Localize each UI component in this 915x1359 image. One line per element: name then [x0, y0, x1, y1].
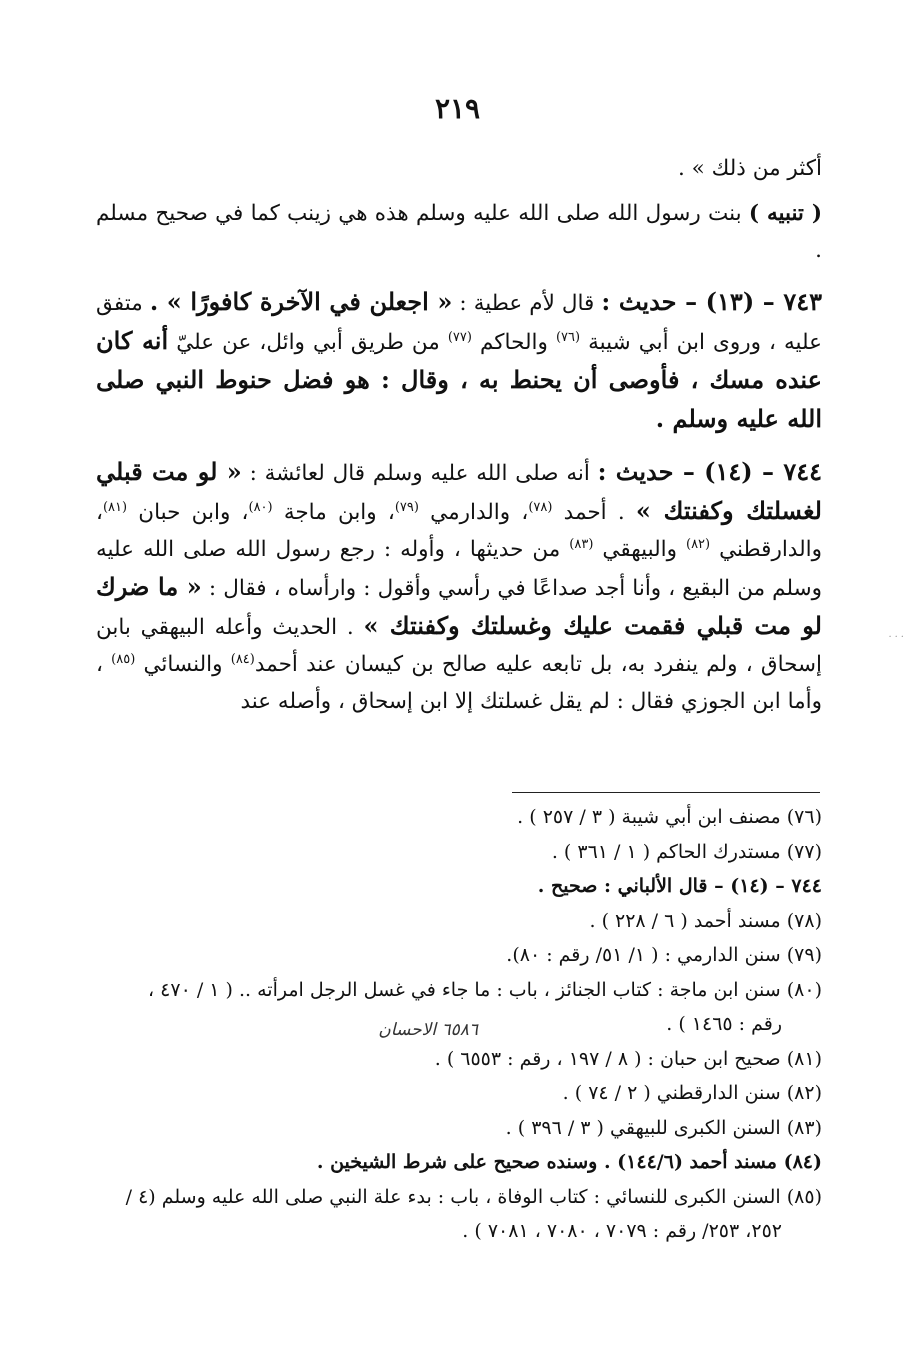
hadith-743: [96, 283, 822, 439]
handwritten-note: ٦٥٨٦ الاحسان: [378, 1020, 478, 1040]
hadith-744-text: والنسائي: [135, 652, 231, 677]
main-text: [96, 150, 822, 720]
hadith-744-text: . أحمد: [552, 500, 636, 525]
hadith-743-text: متفق عليه ، وروى ابن أبي شيبة: [96, 291, 822, 355]
footnote-ref-83: (٨٣): [569, 536, 594, 552]
footnote-85: (٨٥) السنن الكبرى للنسائي : كتاب الوفاة ، باب : بدء علة النبي صلى الله عليه وسلم (٤ /: [125, 1185, 822, 1208]
hadith-744-quote2: « ما ضرك لو مت قبلي فقمت عليك وغسلتك وكفنتك »: [96, 572, 822, 640]
hadith-743-number: ٧٤٣ – (١٣) – حديث :: [601, 287, 822, 316]
footnote-ref-77: (٧٧): [447, 329, 472, 345]
hadith-744: [96, 453, 822, 720]
footnote-78: (٧٨) مسند أحمد ( ٦ / ٢٢٨ ) .: [589, 909, 822, 932]
footnote-80: (٨٠) سنن ابن ماجة : كتاب الجنائز ، باب : ما جاء في غسل الرجل امرأته .. ( ١ / ٤٧٠ ،: [148, 978, 822, 1001]
hadith-744-text: من حديثها ، وأوله : رجع رسول الله صلى الله عليه وسلم من البقيع ، وأنا أجد صداعًا في رأسي وأقول : وارأساه ، فقال :: [96, 537, 822, 601]
footnote-ref-85: (٨٥): [111, 651, 136, 667]
page-number: ٢١٩: [434, 92, 481, 125]
footnote-ref-80: (٨٠): [248, 499, 273, 515]
hadith-743-bold-tail: أنه كان عنده مسك ، فأوصى أن يحنط به ، وقال : هو فضل حنوط النبي صلى الله عليه وسلم .: [96, 326, 822, 433]
hadith-743-quote: « اجعلن في الآخرة كافورًا » .: [149, 287, 453, 316]
footnote-80-continued: رقم : ١٤٦٥ ) .: [666, 1013, 782, 1035]
hadith-744-text: ، والدارقطني: [96, 500, 822, 562]
footnote-84: (٨٤) مسند أحمد (١٤٤/٦) . وسنده صحيح على شرط الشيخين .: [316, 1151, 822, 1173]
hadith-743-lead: قال لأم عطية :: [452, 291, 602, 316]
hadith-744-quote: « لو مت قبلي لغسلتك وكفنتك »: [96, 457, 822, 525]
footnote-ref-82: (٨٢): [686, 536, 711, 552]
footnote-82: (٨٢) سنن الدارقطني ( ٢ / ٧٤ ) .: [562, 1082, 822, 1104]
footnote-ref-76: (٧٦): [555, 329, 581, 345]
continuation-line: أكثر من ذلك » .: [677, 156, 822, 181]
footnote-76: (٧٦) مصنف ابن أبي شيبة ( ٣ / ٢٥٧ ) .: [517, 806, 822, 828]
note-label: ( تنبيه ): [748, 201, 822, 226]
hadith-744-text: ، وابن ماجة: [272, 500, 395, 525]
footnote-79: (٧٩) سنن الدارمي : ( ١/ ٥١/ رقم : ٨٠).: [506, 944, 822, 966]
footnote-85-continued: ٢٥٢، ٢٥٣/ رقم : ٧٠٧٩ ، ٧٠٨٠ ، ٧٠٨١ ) .: [462, 1220, 782, 1242]
hadith-744-text: ، والدارمي: [418, 500, 529, 525]
note-paragraph: [96, 195, 822, 269]
footnote-ref-78: (٧٨): [528, 499, 553, 515]
hadith-744-lead: أنه صلى الله عليه وسلم قال لعائشة :: [241, 461, 598, 486]
hadith-744-text: ، وابن حبان: [127, 500, 249, 525]
footnote-ref-84: (٨٤): [230, 651, 255, 667]
footnote-83: (٨٣) السنن الكبرى للبيهقي ( ٣ / ٣٩٦ ) .: [505, 1116, 822, 1139]
margin-mark: ···: [888, 632, 907, 643]
hadith-743-text: والحاكم: [471, 330, 556, 355]
hadith-743-text: من طريق أبي وائل، عن عليّ: [168, 330, 448, 355]
footnote-ref-81: (٨١): [102, 499, 128, 515]
hadith-744-number: ٧٤٤ – (١٤) – حديث :: [597, 457, 822, 486]
footnote-ref-79: (٧٩): [394, 499, 419, 515]
hadith-744-text: والبيهقي: [593, 537, 686, 562]
note-text: بنت رسول الله صلى الله عليه وسلم هذه هي زينب كما في صحيح مسلم .: [96, 201, 822, 263]
footnote-77: (٧٧) مستدرك الحاكم ( ١ / ٣٦١ ) .: [551, 840, 822, 863]
footnote-744-grading: ٧٤٤ – (١٤) – قال الألباني : صحيح .: [537, 875, 822, 897]
footnote-divider: [512, 792, 820, 793]
hadith-744-text: ، وأما ابن الجوزي فقال : لم يقل غسلتك إلا ابن إسحاق ، وأصله عند: [96, 652, 822, 714]
hadith-744-text: . الحديث وأعله البيهقي بابن إسحاق ، ولم ينفرد به، بل تابعه عليه صالح بن كيسان عند أحمد: [96, 615, 822, 677]
footnote-81: (٨١) صحيح ابن حبان : ( ٨ / ١٩٧ ، رقم : ٦٥٥٣ ) .: [434, 1047, 822, 1070]
